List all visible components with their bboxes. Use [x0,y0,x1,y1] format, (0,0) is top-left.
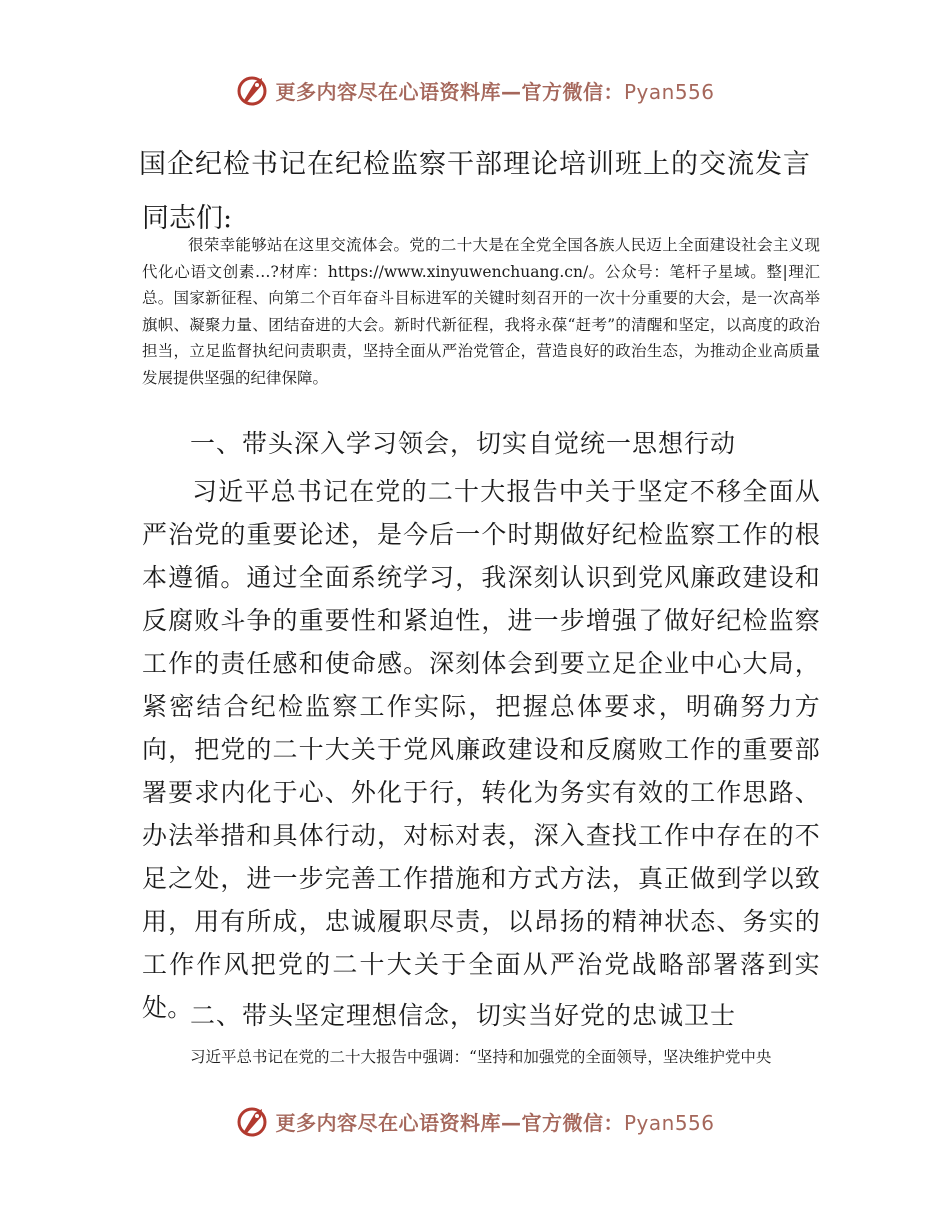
pen-nib-logo-icon [235,1103,271,1139]
banner-text: 更多内容尽在心语资料库—官方微信：Pyan556 [275,79,715,104]
section-1-heading: 一、带头深入学习领会，切实自觉统一思想行动 [190,429,737,458]
section-2-heading: 二、带头坚定理想信念，切实当好党的忠诚卫士 [190,1001,737,1030]
intro-paragraph: 很荣幸能够站在这里交流体会。党的二十大是在全党全国各族人民迈上全面建设社会主义现代化心语文创素…?材库：https://www.xinyuwenchuang.cn/。公众号：笔杆子星域。整|理汇总。国家新征程、向第二个百年奋斗目标进军的关键时刻召开的一次十分重要的大会，是一次高举旗帜、凝聚力量、团结奋进的大会。新时代新征程，我将永葆“赶考”的清醒和坚定，以高度的政治担当，立足监督执纪问责职责，坚持全面从严治党管企，营造良好的政治生态，为推动企业高质量发展提供坚强的纪律保障。 [142,236,820,387]
banner-text: 更多内容尽在心语资料库—官方微信：Pyan556 [275,1110,715,1135]
pen-nib-logo-icon [235,72,271,108]
document-title: 国企纪检书记在纪检监察干部理论培训班上的交流发言 [139,149,811,180]
section-2-paragraph: 习近平总书记在党的二十大报告中强调：“坚持和加强党的全面领导，坚决维护党中央 [190,1048,772,1066]
wechat-id: Pyan556 [623,79,715,104]
footer-banner [0,1101,950,1141]
section-1-paragraph: 习近平总书记在党的二十大报告中关于坚定不移全面从严治党的重要论述，是今后一个时期做好纪检监察工作的根本遵循。通过全面系统学习，我深刻认识到党风廉政建设和反腐败斗争的重要性和紧迫性，进一步增强了做好纪检监察工作的责任感和使命感。深刻体会到要立足企业中心大局，紧密结合纪检监察工作实际，把握总体要求，明确努力方向，把党的二十大关于党风廉政建设和反腐败工作的重要部署要求内化于心、外化于行，转化为务实有效的工作思路、办法举措和具体行动，对标对表，深入查找工作中存在的不足之处，进一步完善工作措施和方式方法，真正做到学以致用，用有所成，忠诚履职尽责，以昂扬的精神状态、务实的工作作风把党的二十大关于全面从严治党战略部署落到实处。 [142,477,820,1022]
header-banner [0,70,950,110]
wechat-id: Pyan556 [623,1110,715,1135]
greeting: 同志们: [142,203,233,234]
